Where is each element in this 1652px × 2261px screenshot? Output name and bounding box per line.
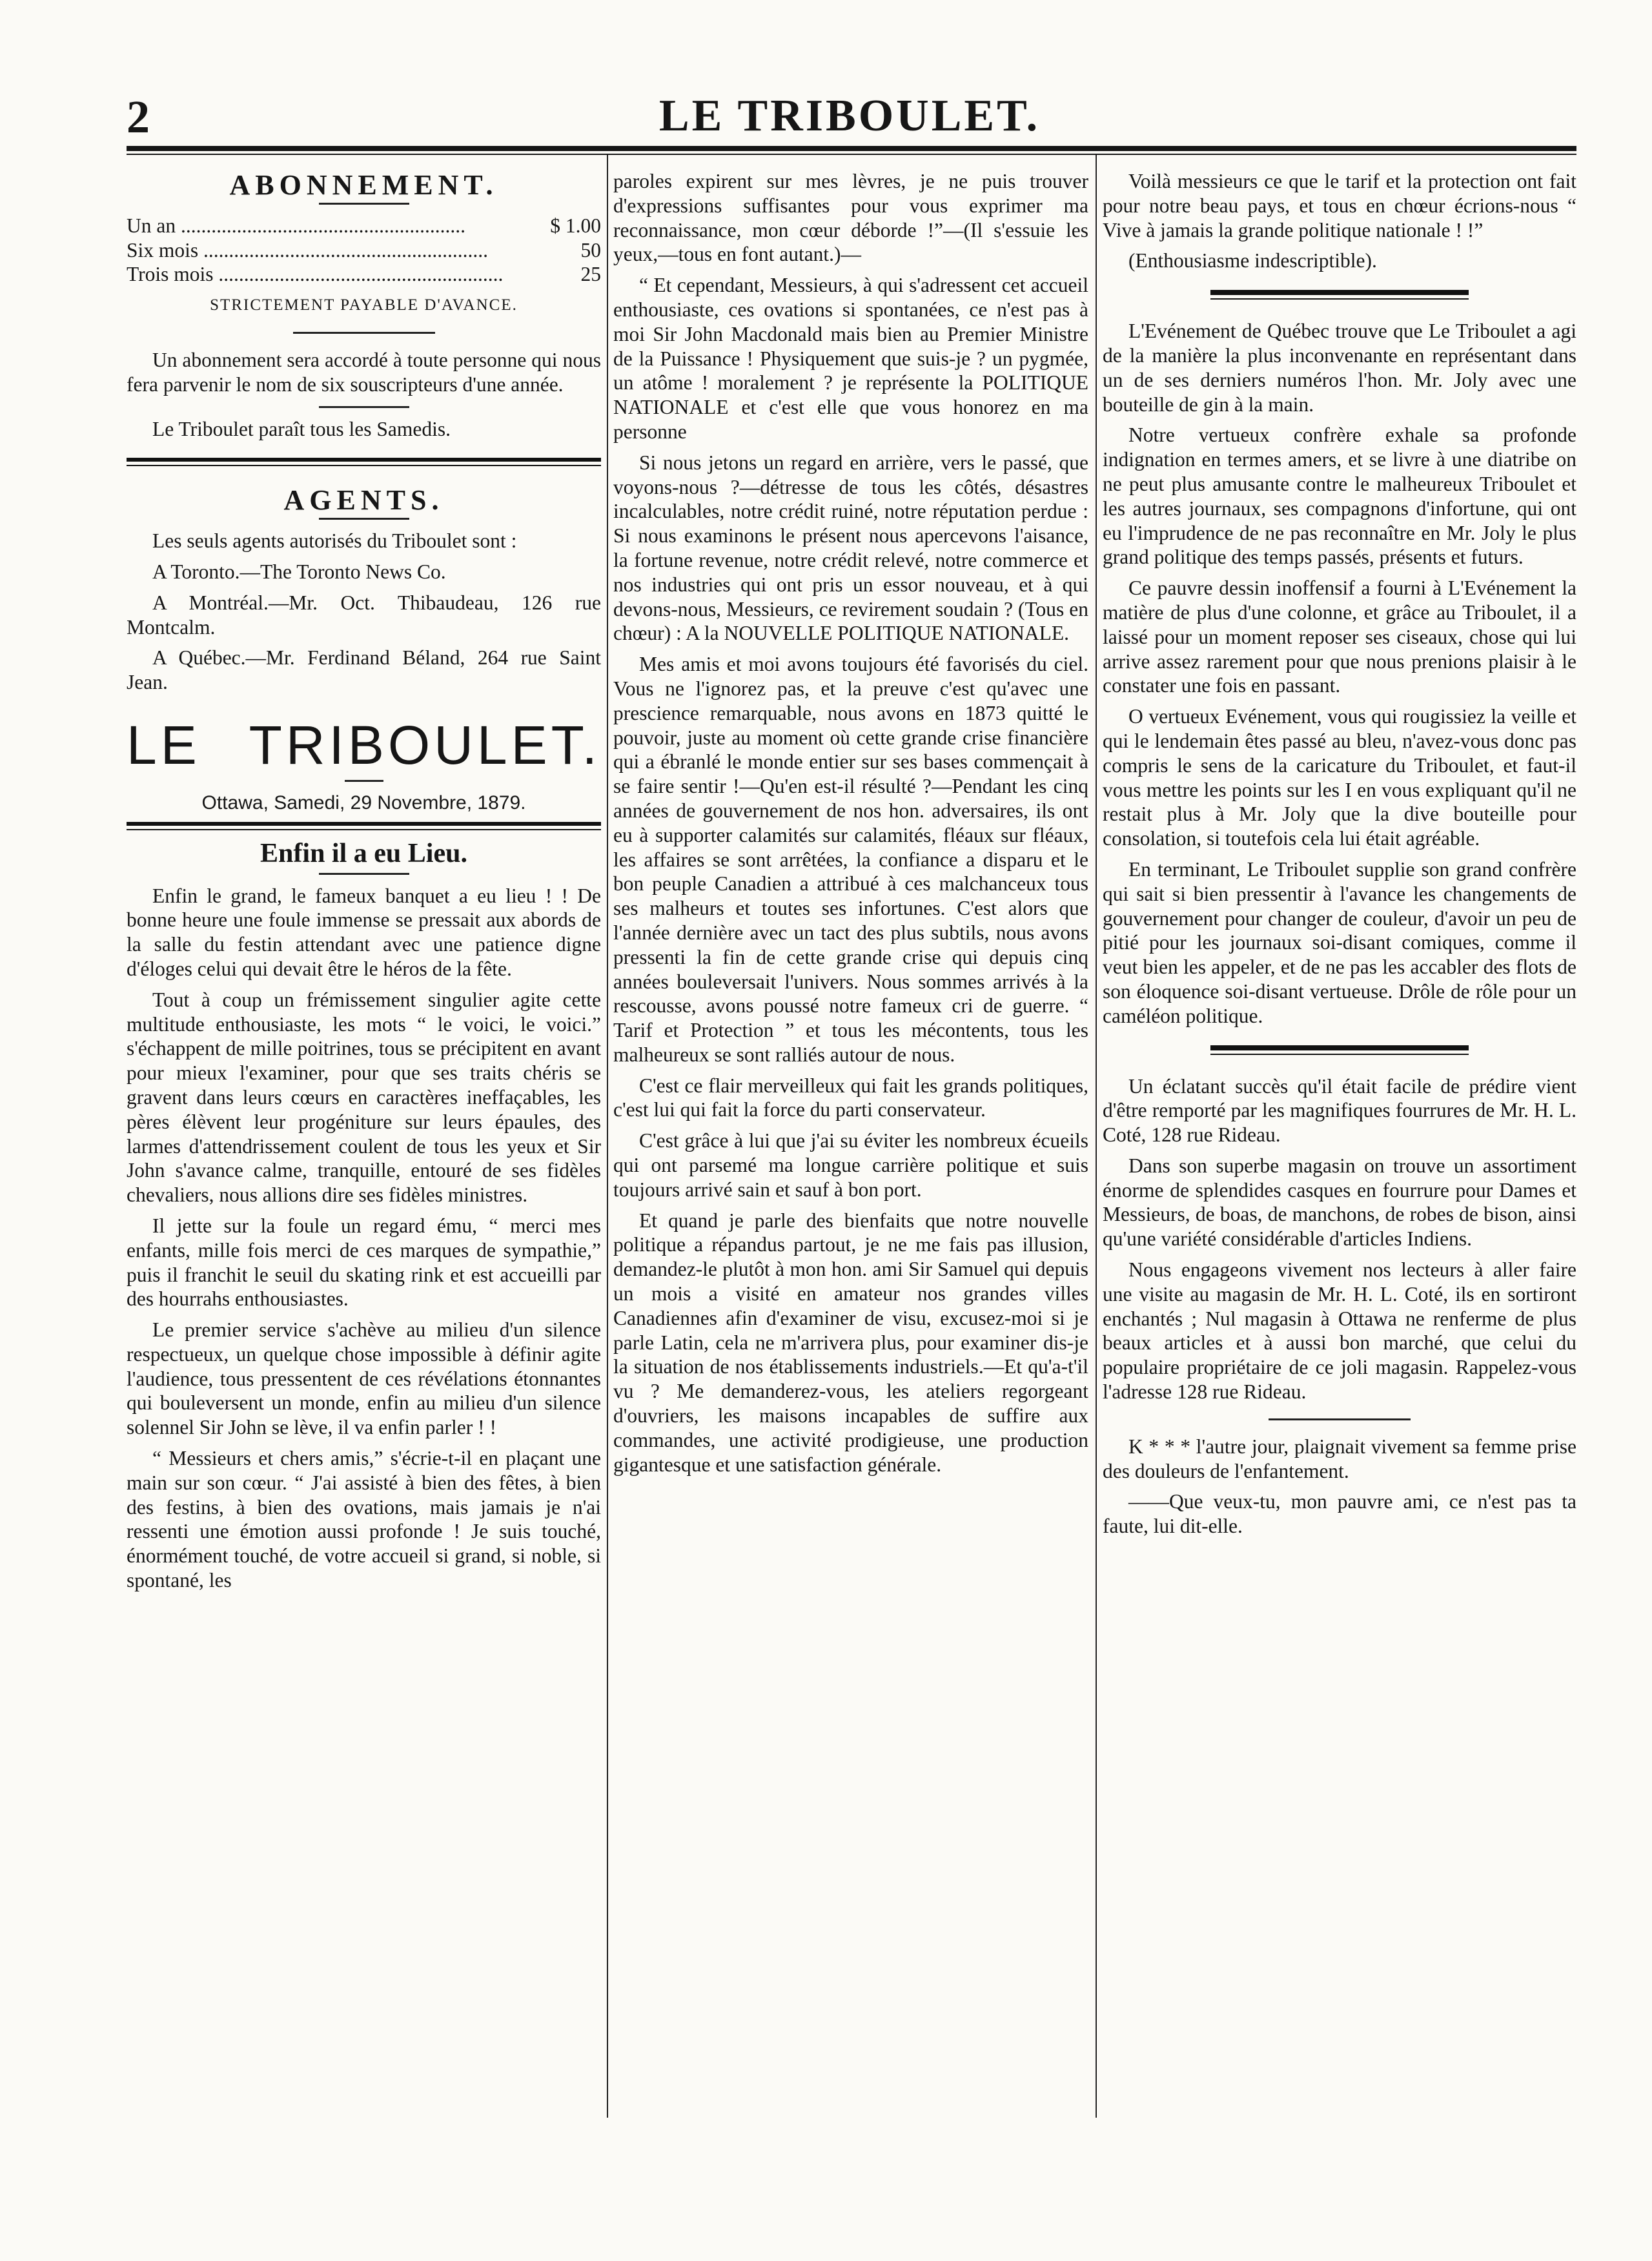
divider [345, 780, 383, 782]
divider [293, 332, 435, 334]
section-rule [127, 822, 601, 830]
section-rule [1210, 1045, 1469, 1055]
publication-note: Le Triboulet paraît tous les Samedis. [152, 417, 451, 440]
article-paragraph: L'Evénement de Québec trouve que Le Triboulet a agi de la manière la plus inconvenante en représentant dans un de ses derniers numéros l'hon. Mr. Joly avec une bouteille de gin à la main. [1103, 320, 1576, 416]
price-value: 50 [580, 238, 601, 261]
article-paragraph: En terminant, Le Triboulet supplie son grand confrère qui sait si bien pressentir à l'avance les changements de gouvernement pour changer de couleur, d'avoir un peu de pitié pour les journaux soi-disant comiques, comme il veut bien les appeler, et de ne pas les accabler des flots de son éloquence soi-disant vertueuse. Drôle de rôle pour un caméléon politique. [1103, 857, 1576, 1027]
article-paragraph: Il jette sur la foule un regard ému, “ merci mes enfants, mille fois merci de ces marques de sympathie,” puis il franchit le seuil du skating rink et est accueilli par des hourrahs enthousiastes. [127, 1214, 601, 1311]
section-rule [127, 458, 601, 466]
article-paragraph: Tout à coup un frémissement singulier agite cette multitude enthousiaste, les mots “ le voici, le voici.” s'échappent de mille poitrines, tous se précipitent en avant pour mieux l'examiner, pour que ses traits chéris se gravent dans leurs cœurs en caractères ineffaçables, les pères élèvent leur progéniture sur leurs épaules, des larmes d'attendrissement coulent de tous les yeux et Sir John s'avance calme, tranquille, entouré de ses fidèles chevaliers, nous allions dire ses fidèles ministres. [127, 988, 601, 1207]
price-value: $ 1.00 [550, 214, 601, 237]
price-label: Six mois ..... [127, 238, 581, 263]
article-paragraph: Et quand je parle des bienfaits que notre nouvelle politique a répandus partout, je ne me fais pas illusion, demandez-le plutôt à mon hon. ami Sir Samuel qui depuis un mois a visité en amateur nos grandes villes Canadiennes afin d'examiner de visu, excusez-moi si je parle Latin, cela ne m'arrivera plus, pour examiner dis-je la situation de nos établissements industriels.—Et qu'a-t'il vu ? Me demanderez-vous, les ateliers regorgeant d'ouvriers, les maisons incapables de suffire aux commandes, une activité prodigieuse, une production gigantesque et une satisfaction générale. [613, 1209, 1088, 1476]
article-paragraph: Mes amis et moi avons toujours été favorisés du ciel. Vous ne l'ignorez pas, et la preuve c'est qu'avec une prescience remarquable, nous avons en 1873 quitté le pouvoir, juste au moment où cette grande crise financière qui a ébranlé le monde entier sur ses bases commençait à se faire sentir !—Qu'en est-il résulté ?—Pendant les cinq années de gouvernement de nos hon. adversaires, ils ont eu à supporter calamités sur calamités, fléaux sur fléaux, les affaires se sont arrêtées, la confiance a disparu et le bon peuple Canadien a attribué à ces malchanceux tous ses malheurs et toutes ses infortunes. C'est alors que l'année dernière avec un tact des plus subtils, nous avons pressenti la fin de cette grande crise qui depuis cinq années bouleversait l'univers. Nous sommes arrivés à la rescousse, avons poussé notre fameux cri de guerre. “ Tarif et Protection ” et tous les mécontents, tous les malheureux se sont ralliés autour de nous. [613, 653, 1088, 1066]
agents-title: AGENTS. [283, 484, 444, 517]
article-paragraph: K * * * l'autre jour, plaignait vivement sa femme prise des douleurs de l'enfantement. [1103, 1435, 1576, 1482]
agent-montreal: A Montréal.—Mr. Oct. Thibaudeau, 126 rue Montcalm. [127, 591, 601, 639]
article-paragraph: “ Messieurs et chers amis,” s'écrie-t-il en plaçant une main sur son cœur. “ J'ai assisté à bien des fêtes, à bien des festins, à bien des ovations, mais jamais je n'ai ressenti une émotion aussi profonde ! Je suis touché, énormément touché, de votre accueil si grand, si noble, si spontané, les [127, 1447, 601, 1592]
article-paragraph: Nous engageons vivement nos lecteurs à aller faire une visite au magasin de Mr. H. L. Coté, ils en sortiront enchantés ; Nul magasin à Ottawa ne renferme de plus beaux articles et à aussi bon marché, que celui du populaire propriétaire de ce joli magasin. Rappelez-vous l'adresse 128 rue Rideau. [1103, 1258, 1576, 1404]
article-paragraph: (Enthousiasme indescriptible). [1128, 249, 1377, 272]
column-2 [613, 169, 1088, 2171]
divider [319, 518, 409, 520]
article-title: Enfin il a eu Lieu. [260, 838, 467, 868]
newspaper-title: LE TRIBOULET. [658, 91, 1041, 141]
page-number: 2 [127, 91, 150, 143]
page-header [127, 90, 1573, 155]
abonnement-title: ABONNEMENT. [229, 169, 498, 201]
divider [319, 873, 409, 875]
article-paragraph: C'est grâce à lui que j'ai su éviter les nombreux écueils qui ont parsemé ma longue carrière politique et suis toujours arrivé sain et sauf à bon port. [613, 1129, 1088, 1201]
masthead [127, 714, 601, 776]
price-row [127, 214, 601, 238]
divider [319, 203, 409, 205]
article-paragraph: “ Et cependant, Messieurs, à qui s'adressent cet accueil enthousiaste, ces ovations si spontanées, ce n'est pas à moi Sir John Macdonald mais bien au Premier Ministre de la Puissance ! Physiquement que suis-je ? un pygmée, un atôme ! moralement ? je représente la POLITIQUE NATIONALE et c'est elle que vous honorez en ma personne [613, 274, 1088, 443]
price-row [127, 262, 601, 287]
masthead-left: LE [127, 714, 201, 775]
price-label: Un an ..... [127, 214, 550, 238]
dateline: Ottawa, Samedi, 29 Novembre, 1879. [201, 792, 526, 813]
column-3 [1103, 169, 1576, 2171]
article-paragraph: Le premier service s'achève au milieu d'un silence respectueux, un quelque chose impossible à définir agite l'audience, tous pressentent de ces révélations étonnantes qui bouleversent un monde, enfin au milieu d'un silence solennel Sir John se lève, il va enfin parler ! ! [127, 1318, 601, 1439]
article-paragraph: paroles expirent sur mes lèvres, je ne puis trouver d'expressions suffisantes pour vous exprimer ma reconnaissance, mon cœur déborde !”—(Il s'essuie les yeux,—tous en font autant.)— [613, 170, 1088, 266]
divider [1269, 1418, 1411, 1420]
agents-intro: Les seuls agents autorisés du Triboulet sont : [152, 529, 517, 553]
article-paragraph: Enfin le grand, le fameux banquet a eu lieu ! ! De bonne heure une foule immense se pressait aux abords de la salle du festin attendant avec une patience digne d'éloges celui qui devait être le héros de la fête. [127, 884, 601, 980]
column-divider [1096, 155, 1097, 2118]
masthead-right: TRIBOULET. [249, 714, 601, 775]
section-rule [1210, 290, 1469, 300]
article-paragraph: C'est ce flair merveilleux qui fait les grands politiques, c'est lui qui fait la force du parti conservateur. [613, 1074, 1088, 1121]
article-paragraph: Si nous jetons un regard en arrière, vers le passé, que voyons-nous ?—détresse de tous les côtés, désastres incalculables, notre crédit ruiné, notre réputation perdue : Si nous examinons le présent nous apercevons l'aisance, la fortune revenue, notre crédit relevé, notre commerce et nos industries qui ont pris un essor nouveau, et à qui devons-nous, Messieurs, ce revirement soudain ? (Tous en chœur) : A la NOUVELLE POLITIQUE NATIONALE. [613, 451, 1088, 645]
agent-toronto: A Toronto.—The Toronto News Co. [152, 560, 446, 583]
article-paragraph: Un éclatant succès qu'il était facile de prédire vient d'être remporté par les magnifiques fourrures de Mr. H. L. Coté, 128 rue Rideau. [1103, 1074, 1576, 1147]
agents-list [127, 529, 601, 695]
price-value: 25 [580, 263, 601, 286]
divider [319, 406, 409, 408]
article-paragraph: Notre vertueux confrère exhale sa profonde indignation en termes amers, et se livre à une diatribe on ne peut plus amusante contre le malheureux Triboulet et les autres journaux, ses compagnons d'infortune, qui ont eu l'imprudence de ne pas reconnaître en Mr. Joly le plus grand politique des temps passés, présents et futurs. [1103, 424, 1576, 569]
column-divider [607, 155, 608, 2118]
price-label: Trois mois ..... [127, 262, 581, 287]
payment-terms: STRICTEMENT PAYABLE D'AVANCE. [210, 296, 518, 314]
article-paragraph: Dans son superbe magasin on trouve un assortiment énorme de splendides casques en fourrure pour Dames et Messieurs, de boas, de manchons, de robes de bison, ainsi qu'une variété considérable d'articles Indiens. [1103, 1154, 1576, 1251]
article-paragraph: Ce pauvre dessin inoffensif a fourni à L'Evénement la matière de plus d'une colonne, et grâce au Triboulet, il a laissé pour un moment reposer ses ciseaux, chose qui lui arrive assez rarement pour que nous prenions plaisir à le constater une fois en passant. [1103, 577, 1576, 697]
subscription-offer: Un abonnement sera accordé à toute personne qui nous fera parvenir le nom de six souscripteurs d'une année. [127, 348, 601, 396]
agent-quebec: A Québec.—Mr. Ferdinand Béland, 264 rue Saint Jean. [127, 646, 601, 694]
article-paragraph: Voilà messieurs ce que le tarif et la protection ont fait pour notre beau pays, et tous en chœur écrions-nous “ Vive à jamais la grande politique nationale ! !” [1103, 170, 1576, 241]
article-paragraph: ——Que veux-tu, mon pauvre ami, ce n'est pas ta faute, lui dit-elle. [1103, 1490, 1576, 1538]
price-row [127, 238, 601, 263]
column-1 [127, 169, 601, 2171]
article-paragraph: O vertueux Evénement, vous qui rougissiez la veille et qui le lendemain êtes passé au bleu, n'avez-vous donc pas compris le sens de la caricature du Triboulet, et faut-il vous mettre les points sur les I en vous expliquant qu'il ne restait plus à Mr. Joly que la dive bouteille pour consolation, si toutefois cela lui était agréable. [1103, 705, 1576, 850]
header-rule [127, 146, 1576, 155]
